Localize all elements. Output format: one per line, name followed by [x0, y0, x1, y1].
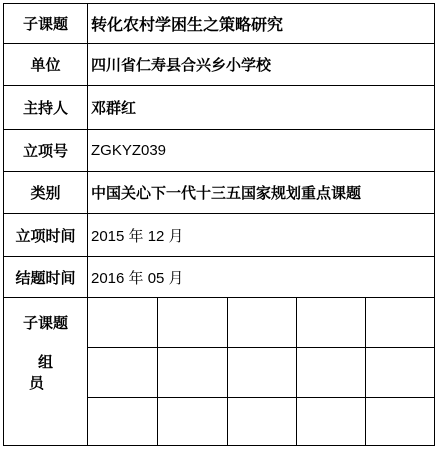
value-subtopic: 转化农村学困生之策略研究: [91, 15, 284, 34]
label-start-date: 立项时间: [4, 214, 88, 256]
value-host: 邓群红: [91, 99, 137, 117]
row-unit: [3, 43, 435, 85]
row-category: [3, 171, 435, 213]
value-end-date: 2016 年 05 月: [91, 269, 184, 287]
row-host: [3, 85, 435, 129]
value-project-number: ZGKYZ039: [91, 142, 167, 159]
value-unit: 四川省仁寿县合兴乡小学校: [91, 56, 272, 74]
label-unit: 单位: [4, 44, 88, 85]
row-subtopic: [3, 3, 435, 43]
member-cell: [88, 348, 158, 398]
members-label-line1: 子课题: [22, 314, 68, 332]
label-end-date: 结题时间: [4, 257, 88, 297]
row-end-date: [3, 256, 435, 297]
member-cell: [228, 298, 297, 348]
members-label-line2: 组员: [28, 353, 71, 392]
members-grid: [88, 298, 434, 445]
project-form: [3, 3, 435, 446]
label-category: 类别: [4, 172, 88, 213]
member-cell: [158, 298, 228, 348]
member-cell: [228, 398, 297, 446]
member-cell: [158, 398, 228, 446]
member-cell: [366, 298, 434, 348]
member-cell: [88, 398, 158, 446]
row-start-date: [3, 213, 435, 256]
label-subtopic: 子课题: [4, 4, 88, 43]
value-start-date: 2015 年 12 月: [91, 227, 184, 245]
member-cell: [158, 348, 228, 398]
member-cell: [228, 348, 297, 398]
member-cell: [88, 298, 158, 348]
label-members: [4, 298, 88, 445]
row-project-number: [3, 129, 435, 171]
member-cell: [366, 398, 434, 446]
member-cell: [366, 348, 434, 398]
value-category: 中国关心下一代十三五国家规划重点课题: [91, 184, 362, 202]
label-project-number: 立项号: [4, 130, 88, 171]
row-members: [3, 297, 435, 446]
member-cell: [297, 348, 366, 398]
label-host: 主持人: [4, 86, 88, 129]
member-cell: [297, 398, 366, 446]
member-cell: [297, 298, 366, 348]
